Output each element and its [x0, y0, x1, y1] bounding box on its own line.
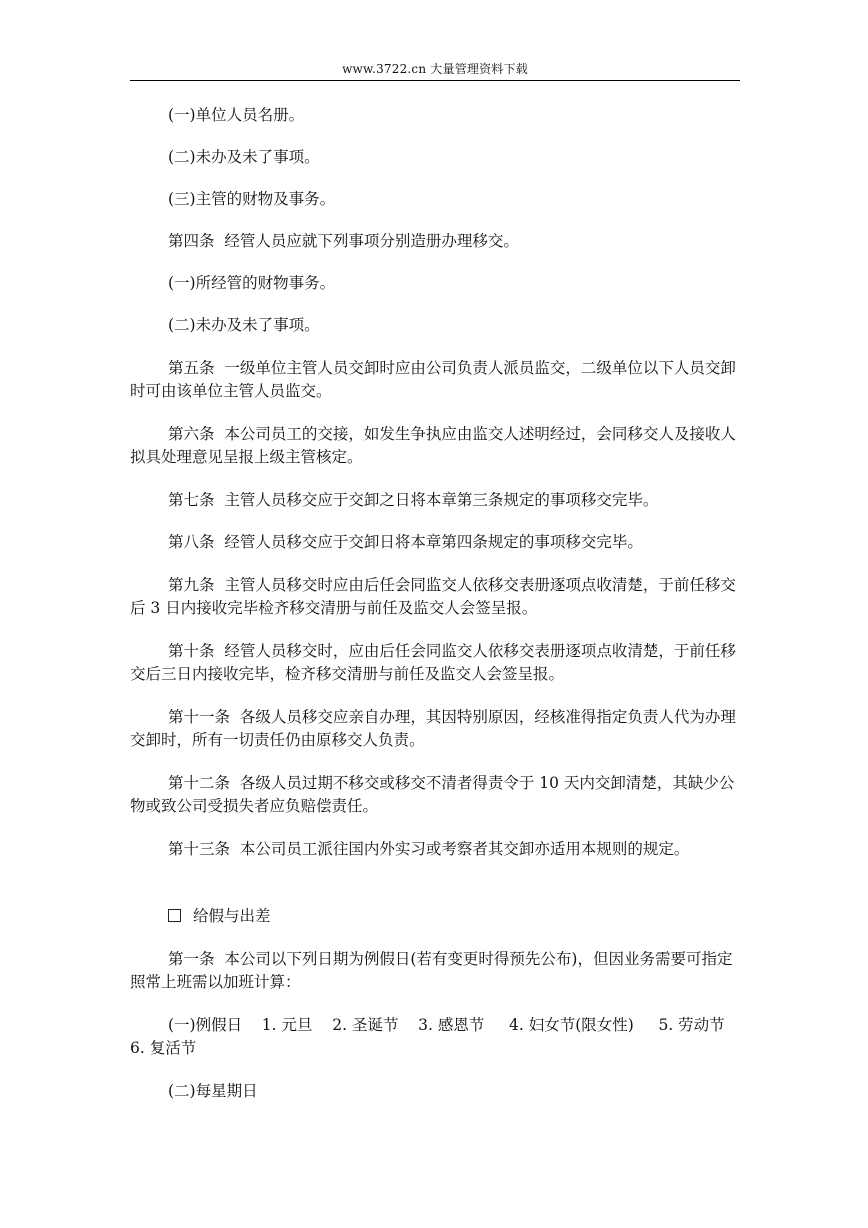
paragraph: (一)所经管的财物事务。 [168, 274, 336, 292]
checkbox-icon [168, 909, 181, 922]
paragraph: (一)单位人员名册。 [168, 106, 305, 124]
article-10: 第十条 经管人员移交时，应由后任会同监交人依移交表册逐项点收清楚，于前任移交后三日内接收完毕，检齐移交清册与前任及监交人会签呈报。 [130, 642, 736, 683]
article-4: 第四条 经管人员应就下列事项分别造册办理移交。 [168, 232, 519, 250]
section-heading [130, 905, 744, 928]
article-7: 第七条 主管人员移交应于交卸之日将本章第三条规定的事项移交完毕。 [168, 491, 659, 509]
holiday-list: (一)例假日 1. 元旦 2. 圣诞节 3. 感恩节 4. 妇女节(限女性) 5. 劳动节 6. 复活节 [130, 1016, 745, 1057]
article-12: 第十二条 各级人员过期不移交或移交不清者得责令于 10 天内交卸清楚，其缺少公物或致公司受损失者应负赔偿责任。 [130, 774, 735, 815]
paragraph: (二)每星期日 [168, 1082, 258, 1100]
article-11: 第十一条 各级人员移交应亲自办理，其因特别原因，经核准得指定负责人代为办理交卸时，所有一切责任仍由原移交人负责。 [130, 708, 736, 749]
paragraph: (二)未办及未了事项。 [168, 316, 320, 334]
article-6: 第六条 本公司员工的交接，如发生争执应由监交人述明经过，会同移交人及接收人拟具处理意见呈报上级主管核定。 [130, 425, 736, 466]
article-9: 第九条 主管人员移交时应由后任会同监交人依移交表册逐项点收清楚，于前任移交后 3 日内接收完毕检齐移交清册与前任及监交人会签呈报。 [130, 576, 736, 617]
page-header: www.3722.cn 大量管理资料下载 [342, 62, 528, 76]
document-body [130, 104, 744, 1103]
paragraph: (二)未办及未了事项。 [168, 148, 320, 166]
article-5: 第五条 一级单位主管人员交卸时应由公司负责人派员监交，二级单位以下人员交卸时可由该单位主管人员监交。 [130, 359, 736, 400]
article-1: 第一条 本公司以下列日期为例假日(若有变更时得预先公布)，但因业务需要可指定照常上班需以加班计算： [130, 950, 733, 991]
article-13: 第十三条 本公司员工派往国内外实习或考察者其交卸亦适用本规则的规定。 [168, 840, 690, 858]
header-rule [130, 80, 740, 81]
paragraph: (三)主管的财物及事务。 [168, 190, 336, 208]
article-8: 第八条 经管人员移交应于交卸日将本章第四条规定的事项移交完毕。 [168, 533, 643, 551]
section-title: 给假与出差 [193, 907, 271, 925]
